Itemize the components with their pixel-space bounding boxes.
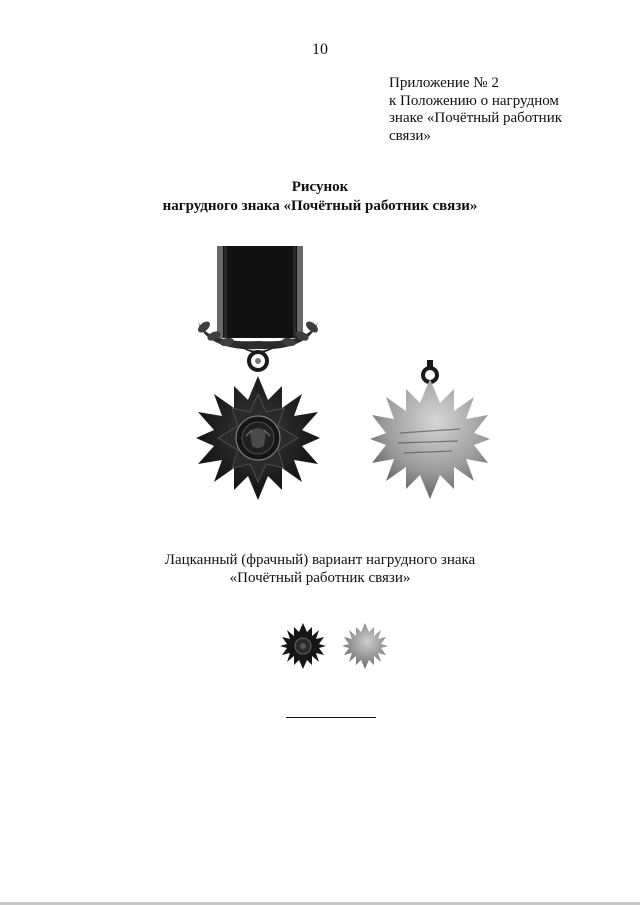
- appendix-line: Приложение № 2: [389, 75, 499, 91]
- badge-star-front: [196, 376, 320, 500]
- lapel-badge-front-illustration: [279, 622, 327, 670]
- lapel-caption-line2: «Почётный работник связи»: [229, 570, 411, 586]
- lapel-badge-reverse-illustration: [341, 622, 389, 670]
- page-number: 10: [312, 41, 328, 58]
- figure-title-line2: нагрудного знака «Почётный работник связи»: [162, 198, 478, 214]
- figure-title: [0, 178, 640, 216]
- badge-reverse-illustration: [366, 355, 496, 505]
- lapel-caption-line1: Лацканный (фрачный) вариант нагрудного знака: [164, 552, 476, 568]
- figure-title-line1: Рисунок: [291, 179, 349, 195]
- end-rule: [286, 717, 376, 718]
- appendix-line: знаке «Почётный работник: [389, 110, 563, 126]
- appendix-reference: [389, 75, 629, 145]
- appendix-line: связи»: [389, 127, 431, 144]
- badge-front-illustration: [188, 243, 328, 503]
- lapel-caption: [0, 551, 640, 587]
- appendix-line: к Положению о нагрудном: [389, 92, 559, 109]
- badge-star-reverse: [370, 379, 490, 499]
- ribbon: [217, 246, 303, 338]
